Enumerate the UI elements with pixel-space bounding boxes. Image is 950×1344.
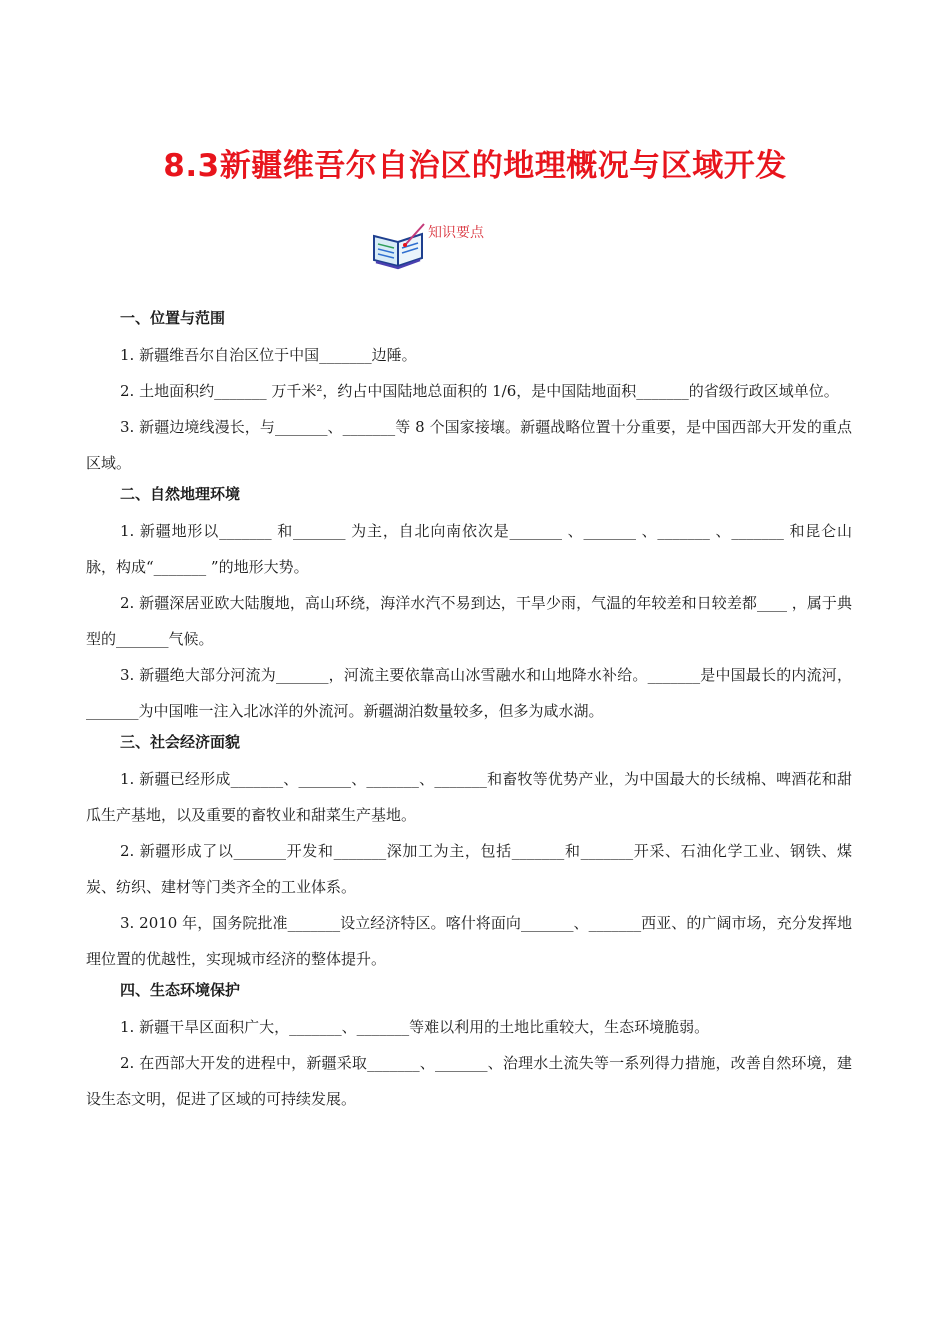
- question-item: 1. 新疆维吾尔自治区位于中国_______边陲。: [120, 346, 417, 364]
- question-item: 2. 土地面积约_______ 万千米²，约占中国陆地总面积的 1/6，是中国陆地面积_______的省级行政区域单位。: [120, 382, 839, 400]
- document-body: [86, 305, 852, 1117]
- question-item: 2. 新疆深居亚欧大陆腹地，高山环绕，海洋水汽不易到达，干旱少雨，气温的年较差和日较差都____ ，属于典型的_______气候。: [86, 594, 852, 648]
- question-item: 3. 2010 年，国务院批准_______设立经济特区。喀什将面向_______、_______西亚、的广阔市场，充分发挥地理位置的优越性，实现城市经济的整体提升。: [86, 914, 852, 968]
- question-item: 3. 新疆绝大部分河流为_______，河流主要依靠高山冰雪融水和山地降水补给。_______是中国最长的内流河，_______为中国唯一注入北冰洋的外流河。新疆湖泊数量较多，但多为咸水湖。: [86, 666, 852, 720]
- section-heading: 三、社会经济面貌: [120, 733, 241, 751]
- question-item: 2. 在西部大开发的进程中，新疆采取_______、_______、治理水土流失等一系列得力措施，改善自然环境，建设生态文明，促进了区域的可持续发展。: [86, 1054, 852, 1108]
- question-item: 3. 新疆边境线漫长，与_______、_______等 8 个国家接壤。新疆战略位置十分重要，是中国西部大开发的重点区域。: [86, 418, 852, 472]
- open-book-icon: [370, 222, 428, 270]
- question-item: 1. 新疆已经形成_______、_______、_______、_______和畜牧等优势产业，为中国最大的长绒棉、啤酒花和甜瓜生产基地，以及重要的畜牧业和甜菜生产基地。: [86, 770, 852, 824]
- question-item: 1. 新疆地形以_______ 和_______ 为主，自北向南依次是_______ 、_______ 、_______ 、_______ 和昆仑山脉，构成“_______ ”的地形大势。: [86, 522, 852, 576]
- section-heading: 四、生态环境保护: [120, 981, 241, 999]
- section-heading: 一、位置与范围: [120, 309, 226, 327]
- knowledge-points-label: 知识要点: [428, 225, 484, 241]
- question-item: 2. 新疆形成了以_______开发和_______深加工为主，包括_______和_______开采、石油化学工业、钢铁、煤炭、纺织、建材等门类齐全的工业体系。: [86, 842, 852, 896]
- question-item: 1. 新疆干旱区面积广大，_______、_______等难以利用的土地比重较大，生态环境脆弱。: [120, 1018, 710, 1036]
- section-heading: 二、自然地理环境: [120, 485, 241, 503]
- page-title: 8.3新疆维吾尔自治区的地理概况与区域开发: [163, 148, 787, 184]
